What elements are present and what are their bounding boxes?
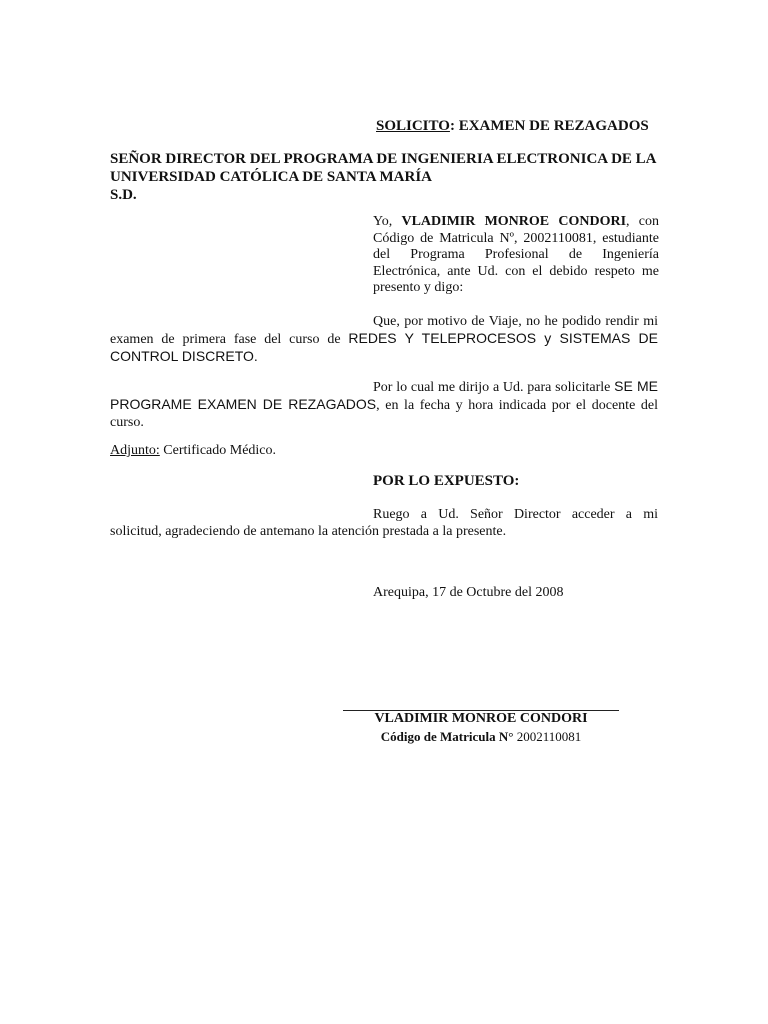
subject-line [376,118,649,135]
signature-name: VLADIMIR MONROE CONDORI [374,711,588,726]
reason-text: Que, por motivo de Viaje, no he podido rendir mi examen de primera fase del curso de [110,314,658,347]
attachment-label: Adjunto: [110,443,160,458]
closing-paragraph: Ruego a Ud. Señor Director acceder a mi solicitud, agradeciendo de antemano la atención prestada a la presente. [110,507,658,539]
subject-label: SOLICITO [376,118,450,134]
request-text-b: , en la fecha y hora indicada por el docente del curso. [110,398,658,430]
request-paragraph [110,378,658,431]
subject-separator: : [449,118,455,134]
signature-code-value: 2002110081 [513,729,582,744]
intro-rest: , con Código de Matricula Nº, 2002110081, estudiante del Programa Profesional de Ingeniería Electrónica, ante Ud. con el debido respeto me presento y digo: [373,214,659,295]
attachment-line [110,443,276,459]
expuesto-heading: POR LO EXPUESTO: [373,473,520,489]
signature-code [343,729,619,745]
subject-text: EXAMEN DE REZAGADOS [454,118,649,134]
intro-paragraph [373,214,659,297]
addressee-sd: S.D. [110,187,137,203]
addressee-block [110,150,660,204]
addressee-title: SEÑOR DIRECTOR DEL PROGRAMA DE INGENIERIA ELECTRONICA DE LA UNIVERSIDAD CATÓLICA DE SANTA MARÍA [110,151,656,185]
date-line: Arequipa, 17 de Octubre del 2008 [373,585,564,600]
intro-name: VLADIMIR MONROE CONDORI [401,214,627,229]
request-emphasis: SE ME PROGRAME EXAMEN DE REZAGADOS [110,378,658,412]
request-text-a: Por lo cual me dirijo a Ud. para solicitarle [373,380,615,395]
intro-prefix: Yo, [373,214,402,229]
attachment-text: Certificado Médico. [159,443,277,458]
signature-code-label: Código de Matricula N° [380,729,514,744]
reason-paragraph [110,313,658,366]
reason-course: REDES Y TELEPROCESOS y SISTEMAS DE CONTROL DISCRETO. [110,330,658,364]
